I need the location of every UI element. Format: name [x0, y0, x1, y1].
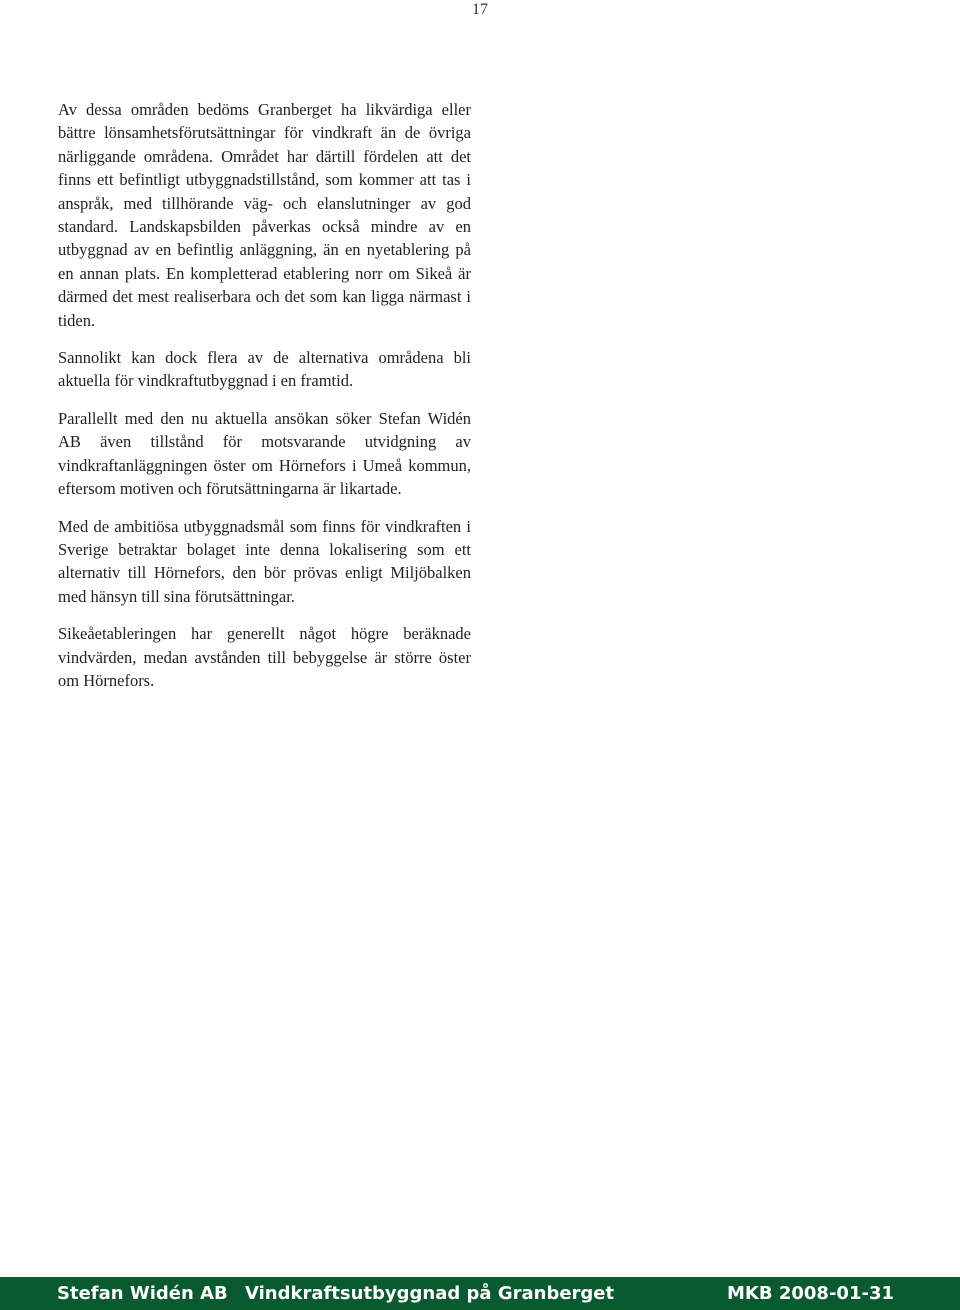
paragraph: Av dessa områden bedöms Granberget ha likvärdiga eller bättre lönsamhetsförutsättningar för vindkraft än de övriga närliggande områdena. Området har därtill fördelen att det finns ett befintligt utbyggnadstillstånd, som kommer att tas i anspråk, med tillhörande väg- och elanslutninger av god standard. Landskapsbilden påverkas också mindre av en utbyggnad av en befintlig anläggning, än en nyetablering på en annan plats. En kompletterad etablering norr om Sikeå är därmed det mest realiserbara och det som kan ligga närmast i tiden.: [58, 100, 471, 330]
footer-company: Stefan Widén AB: [57, 1283, 228, 1304]
footer-document-title: Vindkraftsutbyggnad på Granberget: [245, 1283, 615, 1304]
paragraph: Sannolikt kan dock flera av de alternativa områdena bli aktuella för vindkraftutbyggnad i en framtid.: [58, 348, 471, 391]
paragraph: Parallellt med den nu aktuella ansökan söker Stefan Widén AB även tillstånd för motsvarande utvidgning av vindkraftanläggningen öster om Hörnefors i Umeå kommun, eftersom motiven och förutsättningarna är likartade.: [58, 408, 471, 499]
footer-bar: [0, 1277, 960, 1310]
paragraph: Med de ambitiösa utbyggnadsmål som finns för vindkraften i Sverige betraktar bolaget inte denna lokalisering som ett alternativ till Hörnefors, den bör prövas enligt Miljöbalken med hänsyn till sina förutsättningar.: [58, 516, 471, 606]
page-number: 17: [472, 1, 488, 18]
paragraph: Sikeåetableringen har generellt något högre beräknade vindvärden, medan avstånden till bebyggelse är större öster om Hörnefors.: [58, 624, 471, 690]
footer-document-id: MKB 2008-01-31: [727, 1283, 894, 1304]
body-text: [58, 98, 471, 706]
